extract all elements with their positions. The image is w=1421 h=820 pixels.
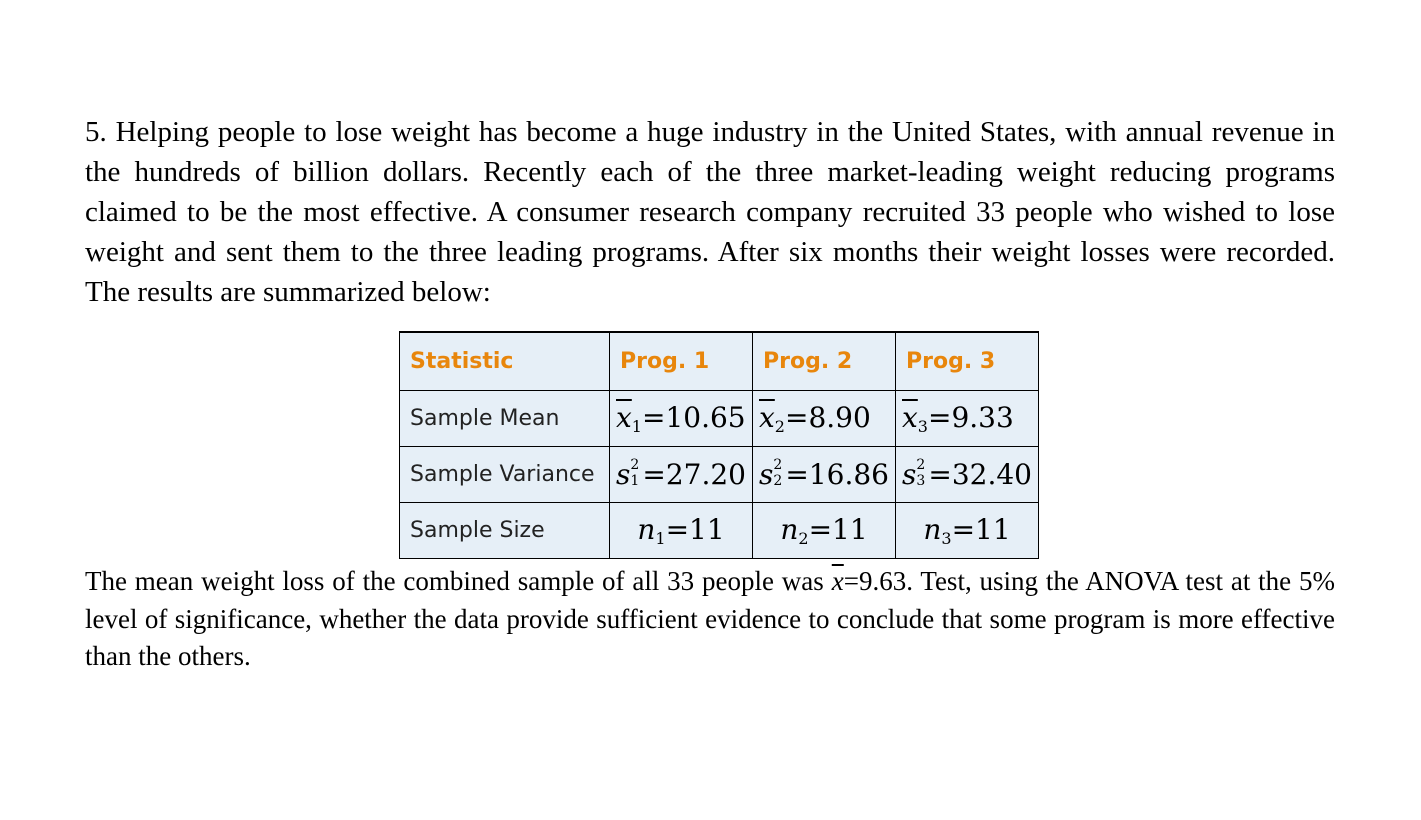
overall-mean-value: =9.63	[843, 566, 907, 596]
sample-mean-label: Sample Mean	[400, 390, 610, 446]
header-prog-3: Prog. 3	[896, 332, 1039, 390]
mean-prog-2: $\overline{x}_2=8.90$	[753, 390, 896, 446]
sample-size-label: Sample Size	[400, 502, 610, 558]
variance-prog-3: s 2 3 =32.40	[896, 446, 1039, 502]
mean-prog-1: $\overline{x}_1=10.65$	[610, 390, 753, 446]
sample-size-row	[400, 502, 1039, 558]
problem-intro: 5. Helping people to lose weight has become a huge industry in the United States, with annual revenue in the hundreds of billion dollars. Recently each of the three market-leading weight reducing programs claimed to be the most effective. A consumer research company recruited 33 people who wished to lose weight and sent them to the three leading programs. After six months their weight losses were recorded. The results are summarized below:	[85, 116, 1335, 308]
size-prog-3: $n_3=11$	[896, 502, 1039, 558]
header-statistic: Statistic	[400, 332, 610, 390]
size-prog-2: $n_2=11$	[753, 502, 896, 558]
header-prog-1: Prog. 1	[610, 332, 753, 390]
table-header-row	[400, 332, 1039, 390]
header-prog-2: Prog. 2	[753, 332, 896, 390]
conclusion-text-start: The mean weight loss of the combined sample of all 33 people was	[85, 566, 824, 596]
sample-variance-label: Sample Variance	[400, 446, 610, 502]
mean-prog-3: $\overline{x}_3=9.33$	[896, 390, 1039, 446]
overall-mean-symbol: $\overline{x}$	[831, 566, 844, 596]
sample-mean-row	[400, 390, 1039, 446]
summary-statistics-table	[399, 331, 1039, 559]
problem-conclusion	[85, 563, 1335, 676]
variance-prog-1: s 2 1 =27.20	[610, 446, 753, 502]
conclusion-text-end: . Test, using the ANOVA test at the 5% level of significance, whether the data provide sufficient evidence to conclude that some program is more effective than the others.	[85, 566, 1335, 671]
size-prog-1: $n_1=11$	[610, 502, 753, 558]
variance-prog-2: s 2 2 =16.86	[753, 446, 896, 502]
sample-variance-row	[400, 446, 1039, 502]
